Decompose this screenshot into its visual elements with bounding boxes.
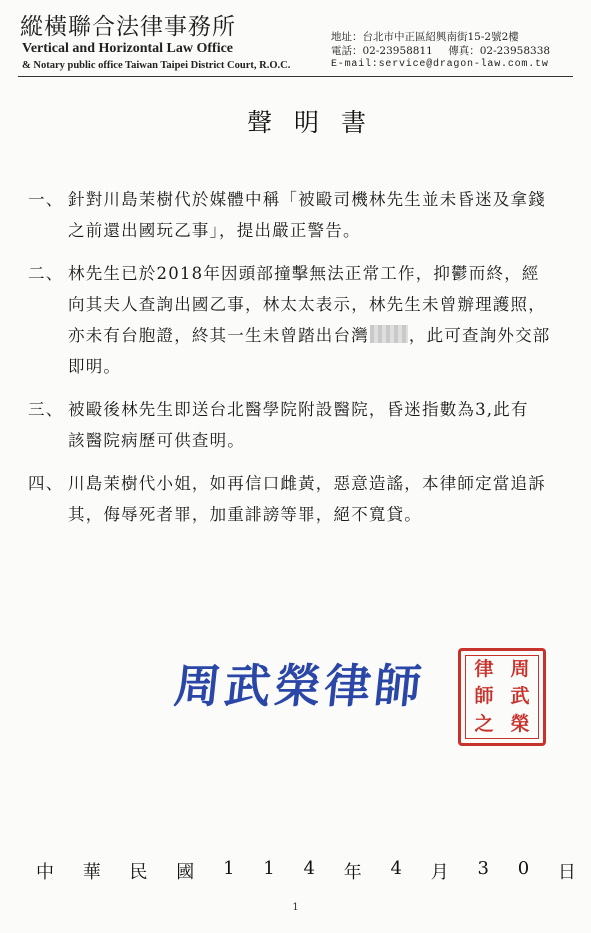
date-char: 月	[430, 862, 449, 883]
firm-notary-subtitle: & Notary public office Taiwan Taipei District Court, R.O.C.	[22, 60, 291, 71]
date-char: 4	[390, 858, 402, 879]
date-char: 華	[82, 862, 101, 883]
seal-char: 師	[474, 685, 494, 708]
seal-char: 榮	[510, 712, 530, 735]
item-line: 其，侮辱死者罪，加重誹謗等罪，絕不寬貸。	[68, 505, 422, 524]
statement-items	[28, 184, 573, 542]
statement-item-4	[28, 468, 573, 530]
date-char: 民	[129, 862, 148, 883]
item-line: 川島茉樹代小姐，如再信口雌黃，惡意造謠，本律師定當追訴	[68, 474, 546, 493]
item-line: 被毆後林先生即送台北醫學院附設醫院，昏迷指數為3,此有	[68, 400, 529, 419]
item-line-part: ，此可查詢外交部	[408, 326, 551, 345]
address-row	[331, 30, 571, 44]
lawyer-signature: 周武榮律師	[171, 659, 428, 713]
date-char: 1	[263, 858, 275, 879]
phone-value: 02-23958811	[362, 45, 433, 57]
item-number: 二、	[28, 264, 64, 283]
statement-item-3	[28, 394, 573, 456]
phone-fax-row	[331, 44, 571, 58]
date-char: 0	[517, 858, 530, 879]
date-char: 中	[36, 862, 54, 883]
item-line: 之前還出國玩乙事」，提出嚴正警告。	[68, 221, 361, 240]
item-number: 三、	[28, 400, 64, 419]
date-char: 年	[343, 862, 362, 883]
redacted-text-blur	[370, 325, 408, 343]
seal-char: 武	[510, 685, 530, 708]
date-char: 3	[477, 858, 489, 879]
firm-name-english: Vertical and Horizontal Law Office	[22, 41, 234, 56]
date-char: 日	[557, 862, 576, 883]
document-date	[36, 858, 576, 884]
header-divider	[18, 76, 573, 77]
item-line-part: 亦未有台胞證，終其一生未曾踏出台灣	[68, 326, 369, 345]
item-line: 向其夫人查詢出國乙事，林太太表示，林先生未曾辦理護照，	[68, 295, 546, 314]
page-number: 1	[292, 902, 299, 913]
statement-item-2	[28, 258, 573, 382]
document-title: 聲明書	[246, 108, 388, 137]
address-label: 地址：	[331, 31, 363, 43]
item-line: 林先生已於2018年因頭部撞擊無法正常工作，抑鬱而終，經	[68, 264, 540, 283]
item-line: 即明。	[68, 357, 122, 376]
address-value: 台北市中正區紹興南街15-2號2樓	[362, 31, 519, 43]
email-line: E-mail:service@dragon-law.com.tw	[331, 59, 549, 70]
phone-label: 電話：	[331, 45, 363, 57]
item-line-with-redaction	[28, 320, 573, 351]
date-char: 4	[303, 858, 315, 879]
item-number: 四、	[28, 474, 64, 493]
fax-value: 02-23958338	[479, 45, 551, 57]
date-char: 國	[176, 862, 195, 883]
seal-char: 律	[474, 658, 494, 680]
lawyer-seal-stamp	[458, 648, 546, 746]
item-number: 一、	[28, 190, 64, 209]
fax-label: 傳真：	[448, 45, 480, 57]
item-line: 針對川島茉樹代於媒體中稱「被毆司機林先生並未昏迷及拿錢	[68, 190, 546, 209]
firm-name-chinese: 縱橫聯合法律事務所	[20, 14, 236, 40]
date-char: 1	[223, 858, 235, 879]
item-line: 該醫院病歷可供查明。	[68, 431, 245, 450]
seal-char: 之	[474, 712, 494, 735]
contact-block	[331, 30, 571, 72]
statement-item-1	[28, 184, 573, 246]
seal-char: 周	[510, 658, 530, 680]
